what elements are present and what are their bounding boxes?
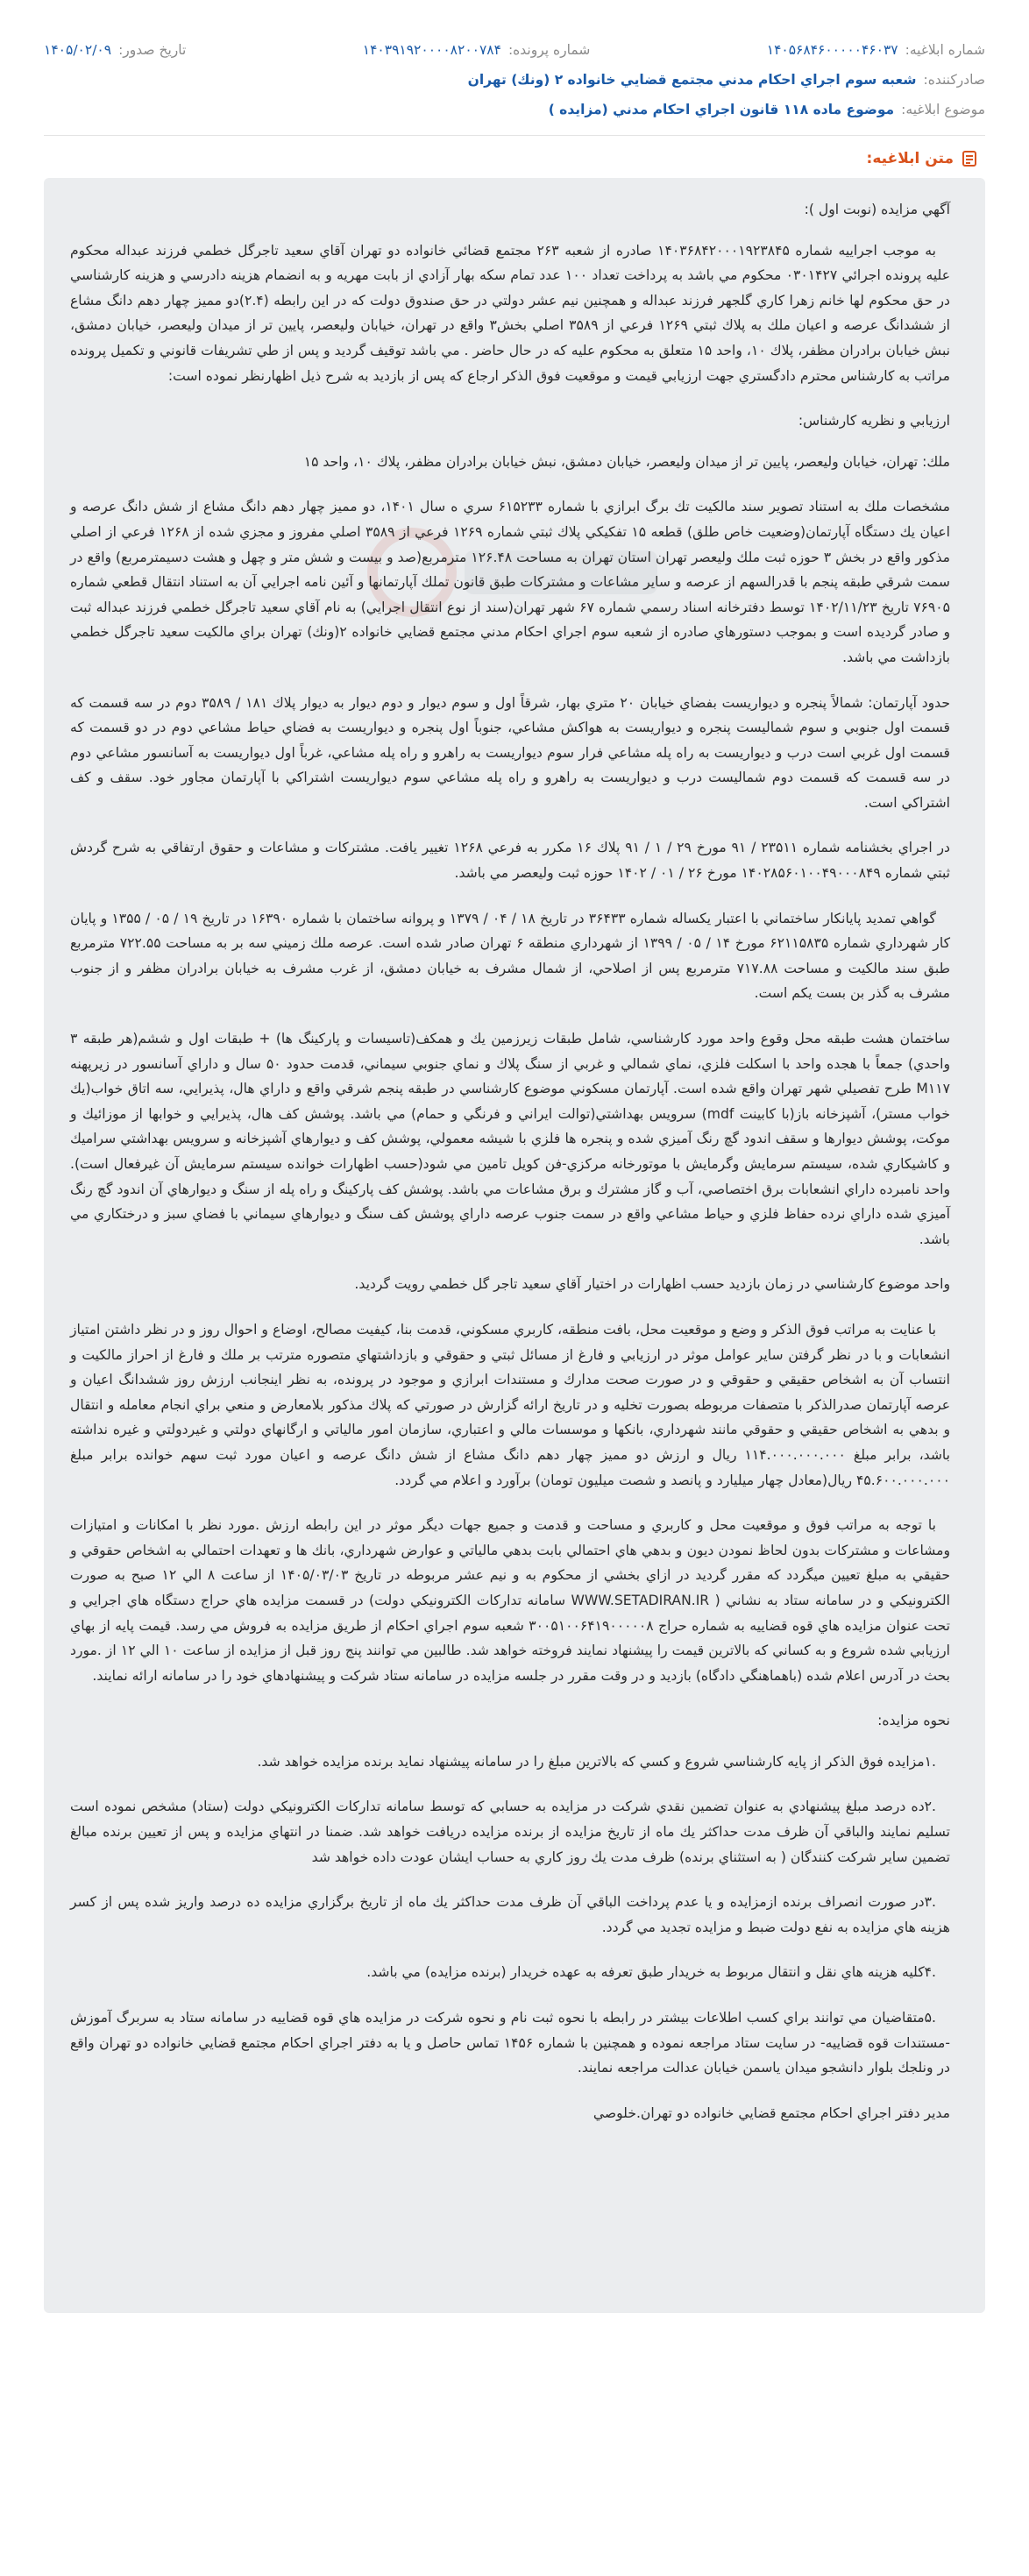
notice-heading: آگهي مزايده (نوبت اول ): (804, 202, 950, 217)
paragraph-building: ساختمان هشت طبقه محل وقوع واحد مورد كارشناسي، شامل طبقات زيرزمين يك و همكف(تاسيسات و پاركينگ ها) + طبقات اول و ششم(هر طبقه ۳ واحدي) جمعاً با هجده واحد با اسكلت فلزي، نماي شمالي و غربي از سنگ پلاك و نماي جنوبي سيماني، قدمت حدود ۵۰ سال و داراي آسانسور در زيرپهنه M۱۱۷ طرح تفصيلي شهر تهران واقع شده است. آپارتمان مسكوني موضوع كارشناسي در طبقه پنجم شرقي واقع و داراي هال، پذيرايي، سه اتاق خواب(يك خواب مستر)، آشپزخانه باز(با كابينت mdf) سرويس بهداشتي(توالت ايراني و فرنگي و حمام) مي باشد. پوشش كف هال، پذيرايي و خوابها از موزائيك و موكت، پوشش ديوارها و سقف اندود گچ رنگ آميزي شده و پنجره ها فلزي با شيشه معمولي، پوشش كف و ديوارهاي آشپزخانه و سرويس بهداشتي سراميك و كاشيكاري شده، سيستم سرمايش وگرمايش با موتورخانه مركزي-فن كويل تامين مي شود(حسب اظهارات خوانده سيستم سرمايش آن غيرفعال است). واحد نامبرده داراي انشعابات برق اختصاصي، آب و گاز مشترك و برق مشاعات مي باشد. پوشش كف پاركينگ و راه پله از سنگ و ديوارهاي آن اندود گچ رنگ آميزي شده داراي نرده حفاظ فلزي و حياط مشاعي واقع در سمت جنوب عرصه داراي پوشش كف سنگ و ديوارهاي سيماني با فضاي سبز و درختكاري مي باشد. (70, 1031, 951, 1247)
document-icon (961, 150, 978, 167)
paragraph-circular: در اجراي بخشنامه شماره ۲۳۵۱۱ / ۹۱ مورخ ۲۹ / ۱ / ۹۱ پلاك ۱۶ مكرر به فرعي ۱۲۶۸ تغيير يافت. مشتركات و مشاعات و حقوق ارتفاقي به شرح گردش ثبتي شماره ۱۴۰۲۸۵۶۰۱۰۰۴۹۰۰۰۸۴۹ مورخ ۲۶ / ۰۱ / ۱۴۰۲ حوزه ثبت وليعصر مي باشد. (70, 840, 950, 882)
case-number: شماره پرونده: ۱۴۰۳۹۱۹۲۰۰۰۰۸۲۰۰۷۸۴ (362, 42, 591, 58)
issuer: صادرکننده: شعبه سوم اجراي احكام مدني مجتمع قضايي خانواده ۲ (ونك) تهران (467, 72, 985, 88)
rule-5: .۵متقاضيان مي توانند براي كسب اطلاعات بيشتر در رابطه با نحوه ثبت نام و نحوه شركت در مزايده هاي قوه قضاييه در سامانه ستاد به سربرگ آموزش -مستندات قوه قضاييه- در سايت ستاد مراجعه نموده و همچنين با شماره ۱۴۵۶ تماس حاصل و يا به دفتر اجراي احكام مجتمع قضايي خانواده دو تهران واقع در ونلجك بلوار دانشجو ميدان ياسمن خيابان عدالت مراجعه نمايند. (70, 2010, 950, 2076)
section-title: متن ابلاغیه: (44, 150, 978, 167)
paragraph-specs: مشخصات ملك به استناد تصوير سند مالكيت تك برگ ابرازي با شماره ۶۱۵۲۳۳ سري ه سال ۱۴۰۱، دو مميز چهار دهم دانگ مشاع از شش دانگ عرصه و اعيان يك دستگاه آپارتمان(وضعيت خاص طلق) قطعه ۱۵ تفكيكي پلاك ثبتي شماره ۱۲۶۹ فرعي از ۳۵۸۹ اصلي مفروز و مجزي شده از ۱۲۶۸ فرعي از اصلي مذكور واقع در بخش ۳ حوزه ثبت ملك وليعصر تهران استان تهران به مساحت ۱۲۶.۴۸ مترمربع(صد و بيست و شش متر و چهل و هشت دسيمترمربع) واقع در سمت شرقي طبقه پنجم با قدرالسهم از عرصه و ساير مشاعات و مشتركات طبق قانون تملك آپارتمانها و آئين نامه اجرايي آن به استناد انتقال قطعي شماره ۷۶۹۰۵ تاريخ ۱۴۰۲/۱۱/۲۳ توسط دفترخانه اسناد رسمي شماره ۶۷ شهر تهران(سند از نوع انتقال اجرايي) به نام آقاي سعيد تاجرگل خطمي فرزند عبداله ثبت و صادر گرديده است و بموجب دستورهاي صادره از شعبه سوم اجراي احكام مدني مجتمع قضايي خانواده ۲(ونك) تهران براي مالكيت سعيد تاجرگل خطمي بازداشت مي باشد. (70, 499, 951, 665)
notice-page (0, 35, 1029, 2576)
paragraph-auction: با توجه به مراتب فوق و موقعيت محل و كاربري و مساحت و قدمت و جميع جهات ديگر موثر در اين رابطه ارزش .مورد نظر با امكانات و امتيازات ومشاعات و مشتركات بدون لحاظ نمودن ديون و بدهي هاي احتمالي بابت بدهي مالياتي و عوارض شهرداري، بانك ها و تعهدات احتمالي به اشخاص حقوقي و حقيقي به مبلغ تعيين ميگردد كه مقرر گرديد در ازاي بخشي از محكوم به و نيم عشر مربوطه در تاريخ ۱۴۰۵/۰۳/۰۳ از ساعت ۸ الي ۱۲ صبح به صورت الكترونيكي و در سامانه ستاد به نشاني ( WWW.SETADIRAN.IR سامانه تداركات الكترونيكي دولت) در قسمت مزايده هاي حراج دستگاه هاي اجرايي و تحت عنوان مزايده هاي قوه قضاييه به شماره حراج ۳۰۰۵۱۰۰۶۴۱۹۰۰۰۰۰۸ شعبه سوم اجراي احكام از طريق مزايده به فروش مي رسد. قيمت پايه از بهاي ارزيابي شده شروع و به كساني كه بالاترين قيمت را پيشنهاد نمايند فروخته خواهد شد. طالبين مي توانند پنج روز قبل از مزايده از ساعت ۱۰ الي ۱۲ از .مورد بحث در آدرس اعلام شده (باهماهنگي دادگاه) بازديد و در وقت مقرر در جلسه مزايده در سامانه ستاد شركت و پيشنهادهاي خود را در سامانه ارائه نمايند. (70, 1517, 950, 1684)
subject-row (44, 95, 985, 124)
notice-number: شماره ابلاغیه: ۱۴۰۵۶۸۴۶۰۰۰۰۰۴۶۰۳۷ (766, 42, 985, 58)
paragraph-certificate: گواهي تمديد پايانكار ساختماني با اعتبار يكساله شماره ۳۶۴۳۳ در تاريخ ۱۸ / ۰۴ / ۱۳۷۹ و پروانه ساختمان با شماره ۱۶۳۹۰ در تاريخ ۱۹ / ۰۵ / ۱۳۵۵ و پايان كار شهرداري شماره ۶۲۱۱۵۸۳۵ مورخ ۱۴ / ۰۵ / ۱۳۹۹ از شهرداري منطقه ۶ تهران صادر شده است. عرصه ملك زميني سه بر به مساحت ۷۲۲.۵۵ مترمربع طبق سند مالكيت و مساحت ۷۱۷.۸۸ مترمربع پس از اصلاحي، از شمال مشرف به خيابان دمشق، از غرب مشرف به خيابان برادران مظفر و از جنوب مشرف به گذر بن بست يكم است. (70, 910, 951, 1002)
divider (44, 135, 985, 136)
issuer-row (44, 65, 985, 95)
paragraph-address: ملك: تهران، خيابان وليعصر، پايين تر از ميدان وليعصر، خيابان دمشق، نبش خيابان برادران مظفر، پلاك ۱۰، واحد ۱۵ (303, 453, 950, 470)
paragraph-boundaries: حدود آپارتمان: شمالاً پنجره و ديواريست بفضاي خيابان ۲۰ متري بهار، شرقاً اول و سوم ديوار و دوم ديوار به ديوار پلاك ۱۸۱ / ۳۵۸۹ دوم در سه قسمت كه قسمت اول جنوبي و سوم شماليست پنجره و ديواريست به هواكش مشاعي، جنوباً اول پنجره و ديواريست به فضاي حياط مشاعي دوم در دو قسمت كه قسمت اول غربي است درب و ديواريست به راه پله مشاعي فرار سوم ديواريست به راهرو و راه پله مشاعي، غرباً اول ديواريست به آسانسور مشاعي دوم در سه قسمت كه قسمت دوم شماليست درب و ديواريست به راهرو و راه پله مشاعي سوم ديواريست اشتراكي با آپارتمان مجاور خود. سقف و كف اشتراكي است. (70, 694, 951, 811)
paragraph-visit: واحد موضوع كارشناسي در زمان بازديد حسب اظهارات در اختيار آقاي سعيد تاجر گل خطمي رويت گرديد. (354, 1276, 950, 1293)
rule-3: .۳در صورت انصراف برنده ازمزايده و يا عدم پرداخت الباقي آن ظرف مدت حداكثر يك ماه از تاريخ برگزاري مزايده ده درصد واريز شده پس از كسر هزينه هاي مزايده به نفع دولت ضبط و مزايده تجديد مي گردد. (70, 1894, 950, 1935)
rule-4: .۴كليه هزينه هاي نقل و انتقال مربوط به خريدار طبق تعرفه به عهده خريدار (برنده مزايده) مي باشد. (366, 1964, 936, 1981)
appraisal-heading: ارزيابي و نظريه كارشناس: (798, 413, 950, 429)
paragraph-valuation: با عنايت به مراتب فوق الذكر و وضع و موقعيت محل، بافت منطقه، كاربري مسكوني، قدمت بنا، كيفيت مصالح، اوضاع و احوال روز و در نظر داشتن امتياز انشعابات و با در نظر گرفتن ساير عوامل موثر در ارزيابي و فارغ از مسائل ثبتي و حقوقي و بازداشتهاي متصوره مترتب بر ملك و فارغ از احراز مالكيت و انتساب آن به اشخاص حقيقي و حقوقي و در صورت صحت مدارك و مستندات ابرازي و موجود در پرونده، به نظر اينجانب ارزش روز ششدانگ اعيان و عرصه آپارتمان صدرالذكر با متصفات مربوطه بصورت تخليه و در تاريخ ارائه گزارش در صورتي كه پلاك مذكور بلامعارض و منعي براي انجام معامله و انتقال و بدهي به اشخاص حقيقي و حقوقي مانند شهرداري، بانكها و موسسات مالي و اعتباري، سازمان امور مالياتي و ارگانهاي دولتي و غيردولتي و غيره نداشته باشد، برابر مبلغ ۱۱۴.۰۰۰.۰۰۰.۰۰۰ ريال و ارزش دو مميز چهار دهم دانگ مشاع از شش دانگ عرصه و اعيان مورد ثبت سهم خوانده برابر مبلغ ۴۵.۶۰۰.۰۰۰.۰۰۰ ريال(معادل چهار ميليارد و پانصد و شصت ميليون تومان) برآورد و اعلام مي گردد. (70, 1321, 950, 1488)
rule-1: .۱مزايده فوق الذكر از پايه كارشناسي شروع و كسي كه بالاترين مبلغ را در سامانه پيشنهاد نمايد برنده مزايده خواهد شد. (257, 1753, 936, 1770)
rule-2: .۲ده درصد مبلغ پيشنهادي به عنوان تضمين نقدي شركت در مزايده به حسابي كه توسط سامانه تداركات الكترونيكي دولت (ستاد) مشخص نموده است تسليم نمايند والباقي آن ظرف مدت حداكثر يك ماه از تاريخ مزايده از برنده مزايده دريافت خواهد شد. ضمنا در انتهاي مزايده و پس از تعيين برنده مبالغ تضمين ساير شركت كنندگان ( به استثناي برنده) ظرف مدت يك روز كاري به حساب ايشان عودت داده خواهد شد (70, 1799, 950, 1865)
issue-date: تاریخ صدور: ۱۴۰۵/۰۲/۰۹ (44, 42, 187, 58)
subject: موضوع ابلاغیه: موضوع ماده ۱۱۸ قانون اجراي احكام مدني (مزايده ) (548, 102, 985, 117)
notice-text-box (44, 178, 985, 2313)
meta-top-row (44, 35, 985, 65)
signature-line: مدير دفتر اجراي احكام مجتمع قضايي خانواده دو تهران.خلوصي (593, 2104, 950, 2121)
auction-method-heading: نحوه مزايده: (877, 1713, 950, 1729)
paragraph-intro: به موجب اجراييه شماره ۱۴۰۳۶۸۴۲۰۰۰۱۹۲۳۸۴۵ صادره از شعبه ۲۶۳ مجتمع قضائي خانواده دو تهران آقاي سعيد تاجرگل خطمي فرزند عبداله محكوم عليه پرونده اجرائي ۰۳۰۱۴۲۷ محكوم مي باشد به پرداخت تعداد ۱۰۰ عدد تمام سكه بهار آزادي از بابت مهريه و به انضمام هزينه دادرسي و هزينه كارشناسي در حق محكوم لها خانم زهرا كاري گلجهر فرزند عبداله و همچنين نيم عشر دولتي در حق صندوق دولت كه در اين رابطه (۲.۴)دو مميز چهار دهم دانگ مشاع از ششدانگ عرصه و اعيان ملك به پلاك ثبتي ۱۲۶۹ فرعي از ۳۵۸۹ اصلي بخش۳ واقع در تهران، خيابان وليعصر، پايين تر از ميدان وليعصر، خيابان دمشق، نبش خيابان برادران مظفر، پلاك ۱۰، واحد ۱۵ متعلق به محكوم عليه كه در حال حاضر . مي باشد توقيف گرديد و پس از طي تشريفات قانوني و تكميل پرونده مراتب به كارشناس محترم دادگستري جهت ارزيابي قيمت و موقعيت فوق الذكر ارجاع كه پس از بازديد به شرح ذيل اظهارنظر نموده است: (70, 242, 951, 384)
